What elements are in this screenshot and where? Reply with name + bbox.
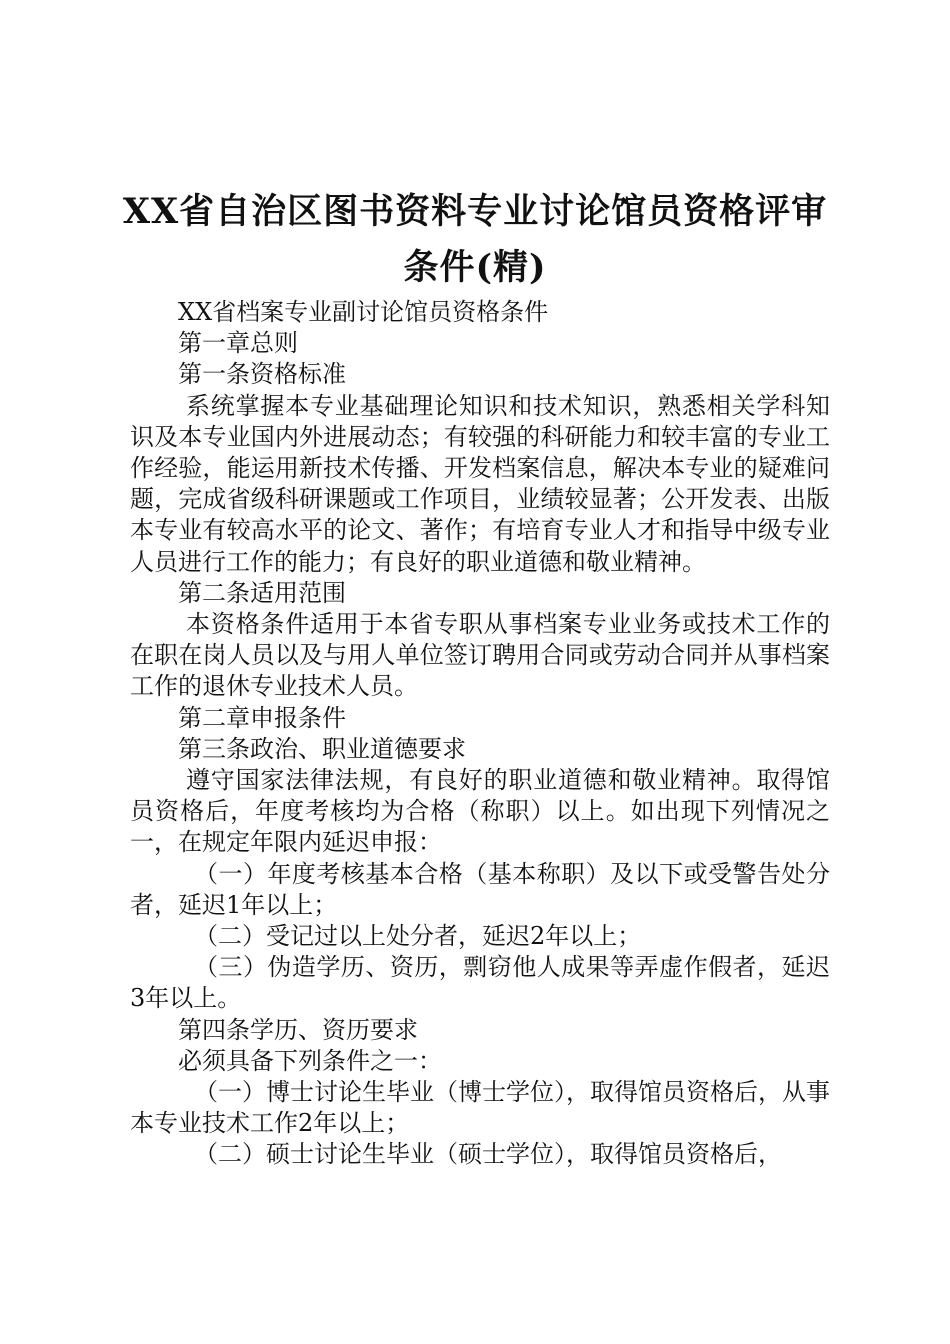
paragraph: 本资格条件适用于本省专职从事档案专业业务或技术工作的在职在岗人员以及与用人单位签订聘用合同或劳动合同并从事档案工作的退休专业技术人员。: [130, 610, 830, 701]
paragraph: 必须具备下列条件之一：: [178, 1046, 442, 1075]
list-item: （一）博士讨论生毕业（博士学位），取得馆员资格后，从事本专业技术工作2年以上；: [130, 1078, 830, 1138]
article-heading: 第四条学历、资历要求: [178, 1015, 418, 1044]
article-heading: 第一条资格标准: [178, 360, 346, 389]
list-item: （三）伪造学历、资历，剽窃他人成果等弄虚作假者，延迟3年以上。: [130, 953, 830, 1013]
document-body: [130, 297, 830, 1171]
paragraph: XX省档案专业副讨论馆员资格条件: [178, 298, 549, 326]
list-item: （一）年度考核基本合格（基本称职）及以下或受警告处分者，延迟1年以上；: [130, 859, 830, 919]
chapter-heading: 第一章总则: [178, 329, 298, 358]
paragraph: 系统掌握本专业基础理论知识和技术知识，熟悉相关学科知识及本专业国内外进展动态；有较强的科研能力和较丰富的专业工作经验，能运用新技术传播、开发档案信息，解决本专业的疑难问题，完成省级科研课题或工作项目，业绩较显著；公开发表、出版本专业有较高水平的论文、著作；有培育专业人才和指导中级专业人员进行工作的能力；有良好的职业道德和敬业精神。: [130, 391, 830, 576]
document-title: XX省自治区图书资料专业讨论馆员资格评审条件(精): [122, 191, 828, 288]
article-heading: 第三条政治、职业道德要求: [178, 734, 466, 763]
article-heading: 第二条适用范围: [178, 578, 346, 607]
paragraph: 遵守国家法律法规，有良好的职业道德和敬业精神。取得馆员资格后，年度考核均为合格（称职）以上。如出现下列情况之一，在规定年限内延迟申报：: [130, 766, 830, 857]
chapter-heading: 第二章申报条件: [178, 703, 346, 732]
list-item: （二）受记过以上处分者，延迟2年以上；: [194, 922, 642, 951]
list-item: （二）硕士讨论生毕业（硕士学位），取得馆员资格后，: [194, 1140, 782, 1169]
